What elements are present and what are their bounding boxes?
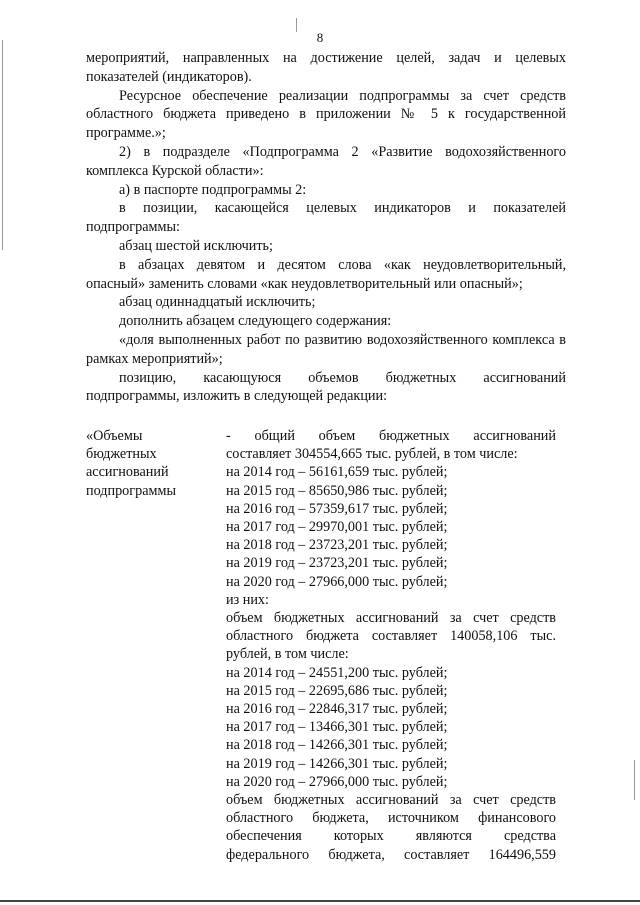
paragraph: «доля выполненных работ по развитию водохозяйственного комплекса в рамках мероприятий»;: [86, 331, 566, 367]
table-value-line: объем бюджетных ассигнований за счет средств: [226, 610, 556, 627]
table-value-line: обеспечения которых являются средства: [226, 828, 556, 845]
table-value-line: на 2015 год – 85650,986 тыс. рублей;: [226, 482, 448, 499]
table-value-line: областного бюджета, источником финансового: [226, 810, 556, 827]
page-number: 8: [316, 30, 324, 45]
table-value-line: - общий объем бюджетных ассигнований: [226, 428, 556, 444]
scan-mark: [2, 40, 3, 250]
table-label-line: «Объемы: [86, 428, 143, 444]
table-value-line: на 2020 год – 27966,000 тыс. рублей;: [226, 573, 448, 590]
body-text: [86, 49, 566, 406]
table-value-column: [226, 427, 556, 864]
table-value-line: на 2017 год – 13466,301 тыс. рублей;: [226, 719, 448, 736]
paragraph: позицию, касающуюся объемов бюджетных ассигнований подпрограммы, изложить в следующей редакции:: [86, 369, 566, 405]
table-value-line: на 2014 год – 56161,659 тыс. рублей;: [226, 464, 448, 481]
table-value-line: на 2019 год – 14266,301 тыс. рублей;: [226, 755, 448, 772]
paragraph: абзац одиннадцатый исключить;: [119, 294, 316, 311]
table-label-line: подпрограммы: [86, 482, 176, 499]
paragraph: 2) в подразделе «Подпрограмма 2 «Развитие водохозяйственного комплекса Курской области»:: [86, 143, 566, 179]
table-value-line: на 2020 год – 27966,000 тыс. рублей;: [226, 773, 448, 790]
scan-mark: [634, 760, 635, 800]
table-label-line: ассигнований: [86, 464, 169, 481]
table-value-line: областного бюджета составляет 140058,106 тыс.: [226, 628, 556, 645]
table-value-line: из них:: [226, 591, 269, 608]
table-value-line: на 2018 год – 14266,301 тыс. рублей;: [226, 737, 448, 754]
table-label-line: бюджетных: [86, 446, 157, 463]
table-value-line: на 2016 год – 22846,317 тыс. рублей;: [226, 701, 448, 718]
page-edge: [0, 900, 640, 902]
table-value-line: объем бюджетных ассигнований за счет средств: [226, 792, 556, 809]
table-value-line: на 2018 год – 23723,201 тыс. рублей;: [226, 537, 448, 554]
table-value-line: на 2019 год – 23723,201 тыс. рублей;: [226, 555, 448, 572]
paragraph: в позиции, касающейся целевых индикаторов и показателей подпрограммы:: [86, 200, 566, 236]
paragraph: дополнить абзацем следующего содержания:: [119, 313, 392, 330]
paragraph: мероприятий, направленных на достижение целей, задач и целевых показателей (индикаторов).: [86, 50, 566, 85]
table-value-line: рублей, в том числе:: [226, 646, 349, 663]
scan-mark: [296, 18, 297, 32]
paragraph: абзац шестой исключить;: [119, 237, 273, 254]
table-value-line: федерального бюджета, составляет 164496,559: [226, 846, 556, 863]
table-value-line: на 2015 год – 22695,686 тыс. рублей;: [226, 682, 448, 699]
table-label-column: [86, 427, 221, 500]
table-value-line: на 2014 год – 24551,200 тыс. рублей;: [226, 664, 448, 681]
paragraph: Ресурсное обеспечение реализации подпрограммы за счет средств областного бюджета приведено в приложении № 5 к государственной программе.»;: [86, 87, 566, 142]
table-value-line: на 2017 год – 29970,001 тыс. рублей;: [226, 519, 448, 536]
table-value-line: на 2016 год – 57359,617 тыс. рублей;: [226, 500, 448, 517]
paragraph: а) в паспорте подпрограммы 2:: [119, 181, 307, 198]
paragraph: в абзацах девятом и десятом слова «как неудовлетворительный, опасный» заменить словами «как неудовлетворительный или опасный»;: [86, 256, 566, 292]
table-value-line: составляет 304554,665 тыс. рублей, в том числе:: [226, 446, 518, 463]
